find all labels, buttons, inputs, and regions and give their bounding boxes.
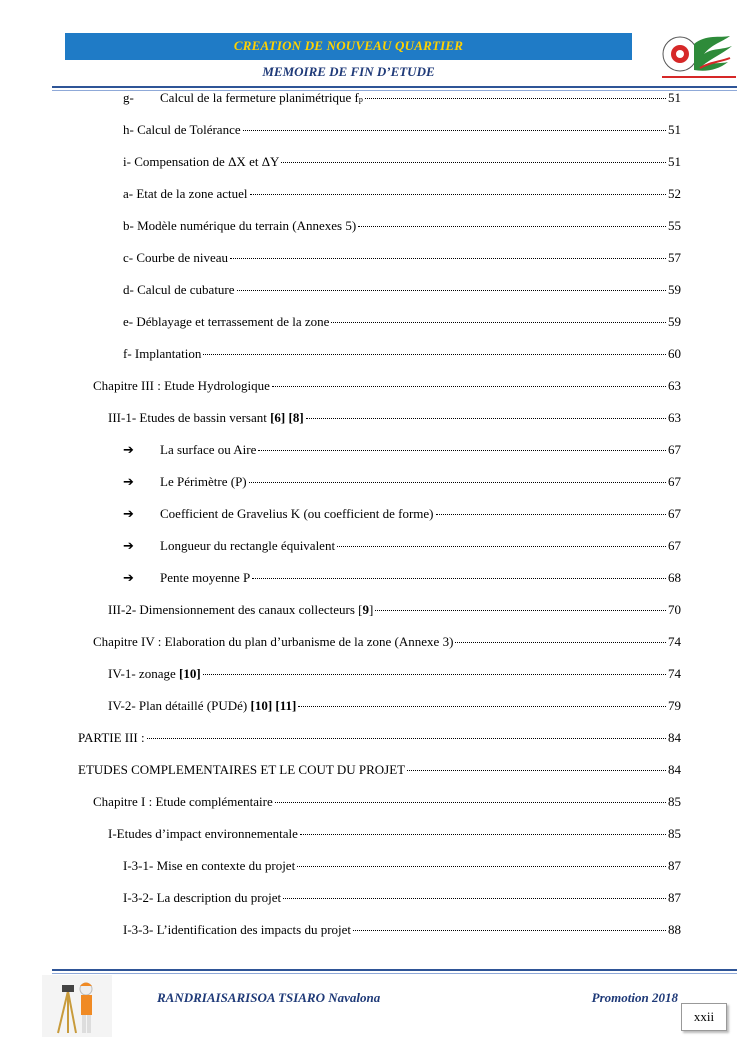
toc-entry-label: b- Modèle numérique du terrain (Annexes 5): [123, 218, 357, 233]
toc-entry[interactable]: [93, 378, 681, 396]
toc-entry-label: Chapitre III : Etude Hydrologique: [93, 378, 270, 393]
toc-entry-label: e- Déblayage et terrassement de la zone: [123, 314, 330, 329]
footer-rule: [52, 969, 737, 971]
toc-entry-label: f- Implantation: [123, 346, 202, 361]
toc-leader: [331, 322, 666, 323]
toc-entry[interactable]: [123, 506, 681, 524]
toc-entry[interactable]: [123, 218, 681, 236]
toc-entry[interactable]: [123, 858, 681, 876]
toc-page-number: 52: [668, 186, 681, 201]
toc-page-number: 51: [668, 90, 681, 105]
page-number-box: xxii: [681, 1003, 727, 1031]
toc-page-number: 84: [668, 762, 681, 777]
toc-leader: [275, 802, 666, 803]
toc-leader: [358, 226, 666, 227]
toc-entry-label: I-3-3- L’identification des impacts du projet: [123, 922, 352, 937]
toc-page-number: 79: [668, 698, 681, 713]
toc-entry[interactable]: [123, 570, 681, 588]
arrow-right-icon: ➔: [123, 475, 134, 490]
toc-leader: [203, 354, 666, 355]
toc-entry-label: IV-2- Plan détaillé (PUDé): [108, 698, 251, 713]
arrow-right-icon: ➔: [123, 507, 134, 522]
toc-leader: [250, 194, 666, 195]
toc-entry-label: I-3-1- Mise en contexte du projet: [123, 858, 296, 873]
toc-page-number: 87: [668, 890, 681, 905]
toc-entry-label: III-2- Dimensionnement des canaux collecteurs [: [108, 602, 363, 617]
toc-leader: [237, 290, 666, 291]
toc-leader: [283, 898, 666, 899]
toc-entry-label: Le Périmètre (P): [160, 474, 247, 489]
toc-entry[interactable]: [78, 762, 681, 780]
arrow-right-icon: ➔: [123, 571, 134, 586]
toc-page-number: 84: [668, 730, 681, 745]
toc-entry-label: PARTIE III :: [78, 730, 145, 745]
toc-leader: [337, 546, 666, 547]
toc-page-number: 87: [668, 858, 681, 873]
toc-page-number: 85: [668, 826, 681, 841]
toc-page-number: 51: [668, 122, 681, 137]
toc-page-number: 67: [668, 538, 681, 553]
toc-entry-label: IV-1- zonage: [108, 666, 179, 681]
toc-page-number: 57: [668, 250, 681, 265]
institution-logo: [660, 32, 738, 82]
header-title: CREATION DE NOUVEAU QUARTIER: [233, 38, 464, 53]
toc-page-number: 67: [668, 506, 681, 521]
toc-leader: [243, 130, 666, 131]
toc-entry[interactable]: [108, 602, 681, 620]
toc-leader: [298, 706, 666, 707]
toc-entry[interactable]: [123, 282, 681, 300]
arrow-right-icon: ➔: [123, 539, 134, 554]
toc-entry[interactable]: [123, 250, 681, 268]
surveyor-illustration: [42, 975, 112, 1037]
toc-page-number: 74: [668, 634, 681, 649]
toc-entry-label: c- Courbe de niveau: [123, 250, 229, 265]
toc-entry[interactable]: [123, 346, 681, 364]
toc-entry-label: Coefficient de Gravelius K (ou coefficient de forme): [160, 506, 434, 521]
toc-leader: [258, 450, 666, 451]
toc-leader: [252, 578, 666, 579]
toc-entry-reference: [10] [11]: [250, 698, 297, 713]
toc-entry[interactable]: [123, 314, 681, 332]
toc-entry-label: Chapitre IV : Elaboration du plan d’urbanisme de la zone (Annexe 3): [93, 634, 454, 649]
toc-entry-label: La surface ou Aire: [160, 442, 257, 457]
toc-entry[interactable]: [123, 186, 681, 204]
toc-page-number: 63: [668, 378, 681, 393]
toc-page-number: 68: [668, 570, 681, 585]
toc-entry[interactable]: [108, 698, 681, 716]
toc-entry-label: I-3-2- La description du projet: [123, 890, 282, 905]
toc-page-number: 59: [668, 314, 681, 329]
toc-page-number: 60: [668, 346, 681, 361]
toc-page-number: 85: [668, 794, 681, 809]
toc-page-number: 74: [668, 666, 681, 681]
toc-entry[interactable]: [108, 410, 681, 428]
toc-leader: [375, 610, 666, 611]
toc-leader: [365, 98, 666, 99]
toc-leader: [455, 642, 666, 643]
toc-leader: [230, 258, 666, 259]
toc-leader: [436, 514, 667, 515]
toc-entry[interactable]: [123, 154, 681, 172]
toc-entry-prefix: g-: [123, 90, 134, 105]
toc-entry-label: i- Compensation de ΔX et ΔY: [123, 154, 280, 169]
toc-entry-label: III-1- Etudes de bassin versant: [108, 410, 271, 425]
toc-entry[interactable]: [93, 634, 681, 652]
toc-entry[interactable]: [123, 538, 681, 556]
toc-entry-label: I-Etudes d’impact environnementale: [108, 826, 298, 841]
toc-entry-reference: [6] [8]: [270, 410, 304, 425]
toc-page-number: 88: [668, 922, 681, 937]
toc-page-number: 70: [668, 602, 681, 617]
footer-rule-thin: [52, 973, 737, 974]
toc-leader: [407, 770, 666, 771]
toc-page-number: 59: [668, 282, 681, 297]
toc-page-number: 67: [668, 442, 681, 457]
toc-leader: [203, 674, 666, 675]
toc-entry[interactable]: [123, 90, 681, 108]
toc-entry[interactable]: [123, 442, 681, 460]
toc-entry[interactable]: [123, 890, 681, 908]
toc-entry-label: Chapitre I : Etude complémentaire: [93, 794, 273, 809]
toc-entry-label: a- Etat de la zone actuel: [123, 186, 248, 201]
toc-entry[interactable]: [93, 794, 681, 812]
toc-entry-bracket: ]: [368, 602, 374, 617]
toc-page-number: 67: [668, 474, 681, 489]
toc-entry-reference: 9: [362, 602, 369, 617]
toc-entry-label: Longueur du rectangle équivalent: [160, 538, 336, 553]
toc-leader: [300, 834, 666, 835]
footer-author: RANDRIAISARISOA TSIARO Navalona: [157, 990, 381, 1005]
toc-entry-subscript: p: [358, 95, 363, 104]
footer-promotion: Promotion 2018: [591, 990, 678, 1005]
toc-entry[interactable]: [123, 922, 681, 940]
toc-page-number: 55: [668, 218, 681, 233]
toc-entry-label: d- Calcul de cubature: [123, 282, 235, 297]
toc-leader: [306, 418, 666, 419]
toc-leader: [281, 162, 666, 163]
toc-leader: [249, 482, 666, 483]
arrow-right-icon: ➔: [123, 443, 134, 458]
toc-leader: [272, 386, 666, 387]
toc-entry[interactable]: [108, 666, 681, 684]
header-subtitle: MEMOIRE DE FIN D’ETUDE: [262, 64, 435, 79]
toc-leader: [353, 930, 666, 931]
toc-leader: [147, 738, 666, 739]
header-rule: [52, 86, 737, 88]
toc-entry-reference: [10]: [179, 666, 201, 681]
toc-leader: [297, 866, 666, 867]
toc-entry-label: h- Calcul de Tolérance: [123, 122, 241, 137]
toc-page-number: 63: [668, 410, 681, 425]
toc-entry-label: ETUDES COMPLEMENTAIRES ET LE COUT DU PROJET: [78, 762, 406, 777]
toc-entry-label: Calcul de la fermeture planimétrique f: [160, 90, 359, 105]
toc-page-number: 51: [668, 154, 681, 169]
toc-entry-label: Pente moyenne P: [160, 570, 251, 585]
toc-entry[interactable]: [123, 122, 681, 140]
toc-entry[interactable]: [78, 730, 681, 748]
toc-entry[interactable]: [108, 826, 681, 844]
toc-entry[interactable]: [123, 474, 681, 492]
